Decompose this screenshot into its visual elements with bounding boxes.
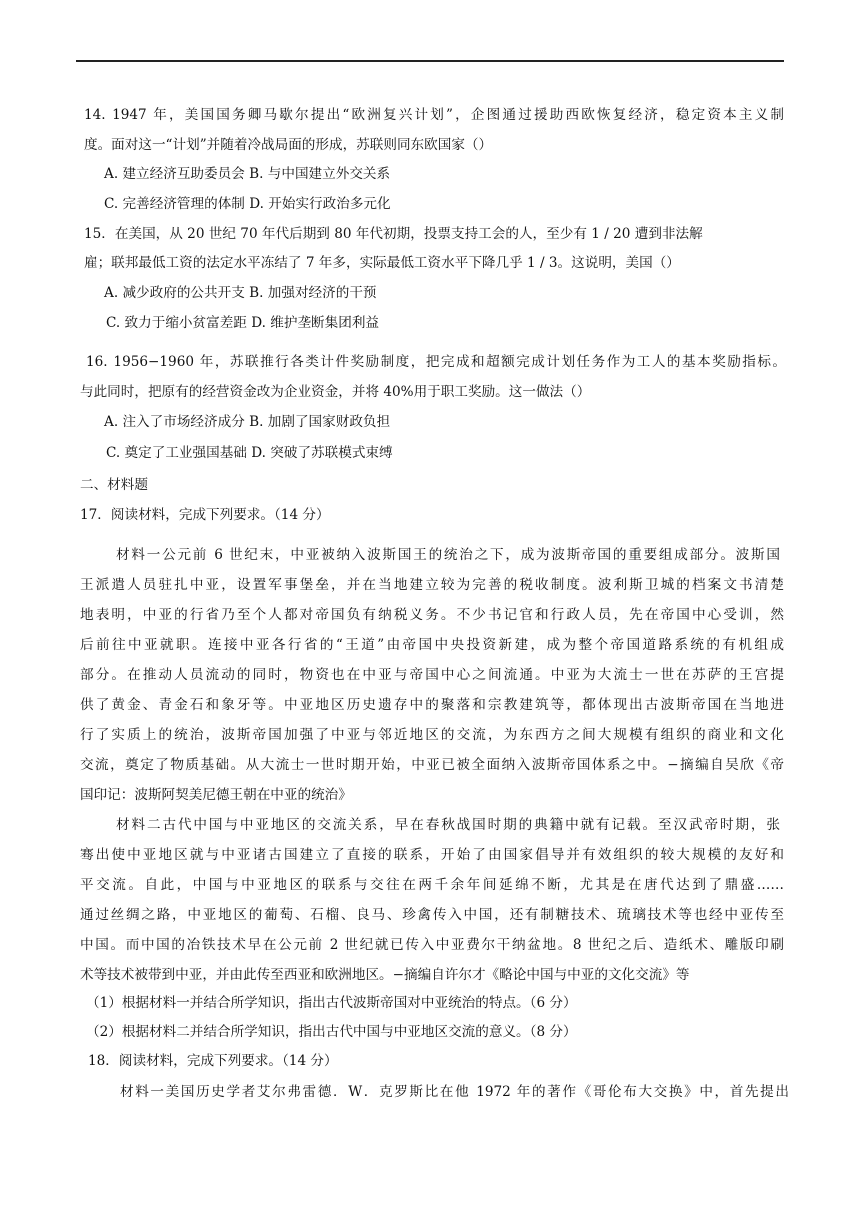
q17-material1-line-1: 材料一公元前 6 世纪末，中亚被纳入波斯国王的统治之下，成为波斯帝国的重要组成部分。波斯国 [116, 547, 780, 563]
section-heading: 二、材料题 [80, 477, 148, 493]
q15-options-cd: C. 致力于缩小贫富差距 D. 维护垄断集团利益 [106, 315, 380, 331]
q17-material1-line-2: 王派遣人员驻扎中亚，设置军事堡垒，并在当地建立较为完善的税收制度。波利斯卫城的档案文书清楚 [80, 577, 784, 593]
q15-options-ab: A. 减少政府的公共开支 B. 加强对经济的干预 [104, 285, 377, 301]
q16-stem-line-1: 16. 1956−1960 年，苏联推行各类计件奖励制度，把完成和超额完成计划任务作为工人的基本奖励指标。 [86, 354, 786, 370]
q17-material1-line-8: 交流，奠定了物质基础。从大流士一世时期开始，中亚已被全面纳入波斯帝国体系之中。−摘编自吴欣《帝 [80, 757, 784, 773]
q17-material1-line-3: 地表明，中亚的行省乃至个人都对帝国负有纳税义务。不少书记官和行政人员，先在帝国中心受训，然 [80, 607, 784, 623]
q17-material2-line-4: 通过丝绸之路，中亚地区的葡萄、石榴、良马、珍禽传入中国，还有制糖技术、琉璃技术等也经中亚传至 [80, 907, 784, 923]
q17-question-2: （2）根据材料二并结合所学知识，指出古代中国与中亚地区交流的意义。（8 分） [86, 1024, 577, 1040]
q15-stem-line-1: 15．在美国，从 20 世纪 70 年代后期到 80 年代初期，投票支持工会的人，至少有 1 / 20 遭到非法解 [84, 226, 703, 242]
q18-header: 18．阅读材料，完成下列要求。（14 分） [88, 1053, 338, 1069]
q17-question-1: （1）根据材料一并结合所学知识，指出古代波斯帝国对中亚统治的特点。（6 分） [86, 995, 577, 1011]
q17-material2-line-3: 平交流。自此，中国与中亚地区的联系与交往在两千余年间延绵不断，尤其是在唐代达到了鼎盛…… [80, 877, 784, 893]
q17-material1-line-9: 国印记：波斯阿契美尼德王朝在中亚的统治》 [80, 787, 352, 803]
header-rule [76, 60, 784, 62]
q16-options-ab: A. 注入了市场经济成分 B. 加剧了国家财政负担 [104, 414, 391, 430]
q17-material2-line-5: 中国。而中国的冶铁技术早在公元前 2 世纪就已传入中亚费尔干纳盆地。8 世纪之后、造纸术、雕版印刷 [80, 937, 784, 953]
q16-stem-line-2: 与此同时，把原有的经营资金改为企业资金，并将 40%用于职工奖励。这一做法（） [80, 384, 591, 400]
q17-material1-line-5: 部分。在推动人员流动的同时，物资也在中亚与帝国中心之间流通。中亚为大流士一世在苏萨的王宫提 [80, 667, 784, 683]
q14-stem-line-2: 度。面对这一“计划”并随着冷战局面的形成，苏联则同东欧国家（） [84, 137, 493, 153]
q17-header: 17．阅读材料，完成下列要求。（14 分） [80, 507, 330, 523]
q17-material1-line-6: 供了黄金、青金石和象牙等。中亚地区历史遗存中的聚落和宗教建筑等，都体现出古波斯帝国在当地进 [80, 697, 784, 713]
q17-material2-line-2: 骞出使中亚地区就与中亚诸古国建立了直接的联系，开始了由国家倡导并有效组织的较大规模的友好和 [80, 847, 784, 863]
q15-stem-line-2: 雇；联邦最低工资的法定水平冻结了 7 年多，实际最低工资水平下降几乎 1 / 3。这说明，美国（） [84, 255, 680, 271]
q17-material2-line-6: 术等技术被带到中亚，并由此传至西亚和欧洲地区。−摘编自许尔才《略论中国与中亚的文化交流》等 [80, 967, 690, 983]
q18-material1-line-1: 材料一美国历史学者艾尔弗雷德．W．克罗斯比在他 1972 年的著作《哥伦布大交换》中，首先提出 [120, 1084, 789, 1100]
q17-material1-line-4: 后前往中亚就职。连接中亚各行省的“王道”由帝国中央投资新建，成为整个帝国道路系统的有机组成 [80, 637, 784, 653]
q14-options-cd: C. 完善经济管理的体制 D. 开始实行政治多元化 [104, 196, 391, 212]
q17-material1-line-7: 行了实质上的统治，波斯帝国加强了中亚与邻近地区的交流，为东西方之间大规模有组织的商业和文化 [80, 727, 784, 743]
q14-stem-line-1: 14. 1947 年，美国国务卿马歇尔提出“欧洲复兴计划”，企图通过援助西欧恢复经济，稳定资本主义制 [84, 107, 784, 123]
q14-options-ab: A. 建立经济互助委员会 B. 与中国建立外交关系 [104, 166, 391, 182]
q16-options-cd: C. 奠定了工业强国基础 D. 突破了苏联模式束缚 [106, 445, 393, 461]
q17-material2-line-1: 材料二古代中国与中亚地区的交流关系，早在春秋战国时期的典籍中就有记载。至汉武帝时期，张 [116, 817, 780, 833]
